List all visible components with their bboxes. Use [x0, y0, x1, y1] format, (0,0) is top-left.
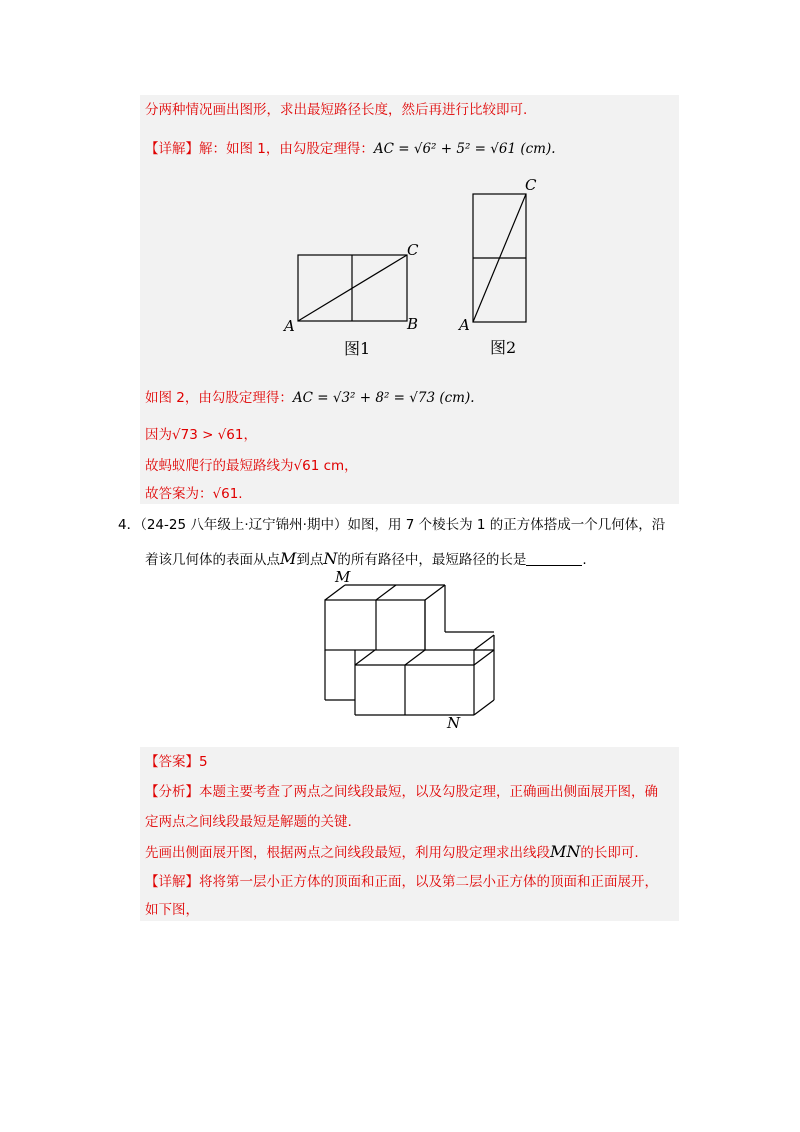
detail-text-1: 将将第一层小正方体的顶面和正面，以及第二层小正方体的顶面和正面展开，: [199, 874, 658, 890]
point-n: N: [323, 549, 338, 568]
fig1-label-c: C: [407, 241, 419, 259]
detail-tag: 【详解】: [145, 141, 199, 157]
because-line: 因为√73 > √61，: [145, 427, 257, 443]
detail-text: 解：如图 1，由勾股定理得：: [199, 141, 374, 157]
analysis-text-3b: 的长即可.: [580, 845, 639, 861]
analysis-continuation: 分两种情况画出图形，求出最短路径长度，然后再进行比较即可.: [145, 102, 528, 118]
fig2-label-c: C: [525, 176, 537, 194]
cube-figure: [310, 570, 510, 730]
fig1-label-b: B: [407, 315, 419, 333]
question-number: 4．: [118, 517, 141, 533]
analysis-text-3a: 先画出侧面展开图，根据两点之间线段最短，利用勾股定理求出线段: [145, 845, 550, 861]
analysis-line-2: 定两点之间线段最短是解题的关键.: [145, 814, 352, 830]
detail-line-2: 如下图，: [145, 902, 199, 918]
ac-equation-1: AC = √6² + 5² = √61 (cm).: [373, 141, 556, 157]
question-text-1: （24-25 八年级上·辽宁锦州·期中）如图，用 7 个棱长为 1 的正方体搭成一个几何体，沿: [140, 517, 666, 533]
answer-blank: [526, 551, 582, 566]
analysis-text-1: 本题主要考查了两点之间线段最短，以及勾股定理，正确画出侧面展开图，确: [199, 784, 658, 800]
figure-2: [455, 175, 565, 355]
detail-line-fig1: [145, 139, 556, 159]
figure-1: [280, 240, 460, 360]
answer-tag: 【答案】: [145, 754, 199, 770]
detail-line-fig2: [145, 388, 475, 408]
question-4-line-2: [145, 549, 587, 570]
question-text-2b: 到点: [296, 552, 324, 568]
fig2-caption: 图2: [490, 338, 517, 357]
question-end: .: [582, 552, 587, 568]
therefore-line: 故蚂蚁爬行的最短路线为√61 cm，: [145, 458, 358, 474]
fig2-label-a: A: [459, 316, 470, 334]
detail-line-1: [145, 872, 658, 892]
fig1-label-a: A: [284, 317, 295, 335]
answer-value: 5: [199, 754, 208, 770]
cube-label-n: N: [447, 714, 461, 732]
answer-line: [145, 752, 208, 772]
question-4-line-1: [118, 515, 665, 535]
ac-equation-2: AC = √3² + 8² = √73 (cm).: [292, 390, 475, 406]
fig1-caption: 图1: [344, 339, 371, 358]
analysis-tag: 【分析】: [145, 784, 199, 800]
solution-panel-bottom: [140, 747, 679, 921]
fig2-text: 如图 2，由勾股定理得：: [145, 390, 293, 406]
detail-tag-4: 【详解】: [145, 874, 199, 890]
answer-line-top: 故答案为：√61.: [145, 486, 243, 502]
analysis-line-3: [145, 842, 639, 863]
analysis-line-1: [145, 782, 658, 802]
question-text-2a: 着该几何体的表面从点: [145, 552, 280, 568]
cube-label-m: M: [335, 568, 351, 586]
point-m: M: [280, 549, 297, 568]
segment-mn: MN: [550, 842, 581, 861]
question-text-2c: 的所有路径中，最短路径的长是: [337, 552, 527, 568]
